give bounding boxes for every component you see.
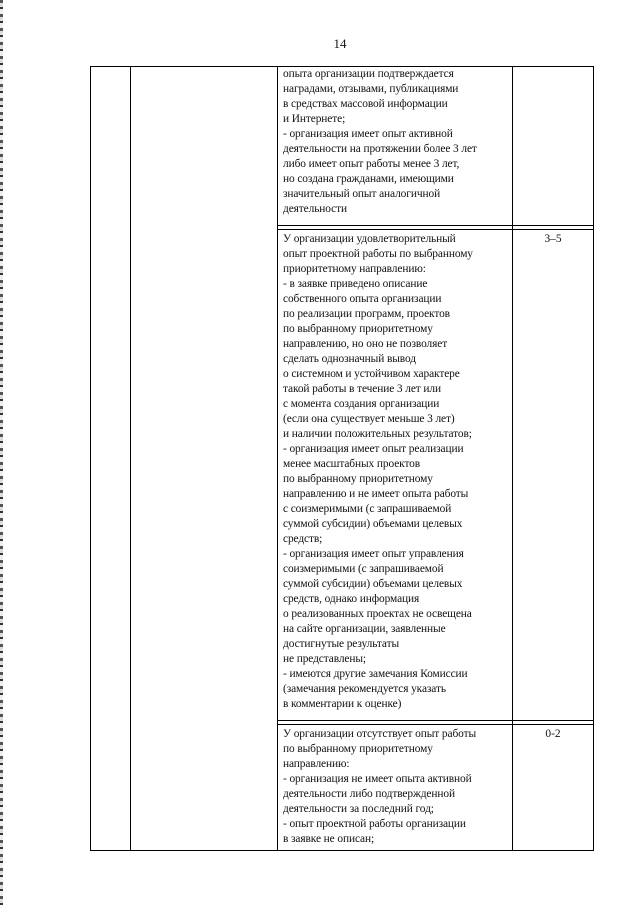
row-separator-2b — [277, 724, 594, 725]
table-divider-1 — [130, 66, 131, 851]
row-separator-1b — [277, 229, 594, 230]
table-border-right — [593, 66, 594, 851]
criterion-score-satisfactory: 3–5 — [544, 233, 562, 245]
criterion-text-continued: опыта организации подтверждается наградами, отзывами, публикациями в средствах массовой информации и Интернете; - организация имеет опыт активной деятельности на протяжении более 3 лет либо имеет опыт работы менее 3 лет, но создана гражданами, имеющими значительный опыт аналогичной деятельности — [283, 68, 477, 215]
table-border-left — [90, 66, 91, 851]
table-border-bottom — [90, 850, 594, 851]
row-separator-2a — [277, 720, 594, 721]
criterion-score-absent: 0-2 — [545, 728, 561, 740]
table-divider-2 — [277, 66, 278, 851]
criterion-text-satisfactory: У организации удовлетворительный опыт проектной работы по выбранному приоритетному направлению: - в заявке приведено описание собственного опыта организации по реализации программ, проектов по выбранному приоритетному направлению, но оно не позволяет сделать однозначный вывод о системном и устойчивом характере такой работы в течение 3 лет или с момента создания организации (если она существует меньше 3 лет) и наличии положительных результатов; - организация имеет опыт реализации менее масштабных проектов по выбранному приоритетному направлению и не имеет опыта работы с соизмеримыми (с запрашиваемой суммой субсидии) объемами целевых средств; - организация имеет опыт управления соизмеримыми (с запрашиваемой суммой субсидии) объемами целевых средств, однако информация о реализованных проектах не освещена на сайте организации, заявленные достигнутые результаты не представлены; - имеются другие замечания Комиссии (замечания рекомендуется указать в комментарии к оценке) — [283, 233, 473, 710]
criterion-text-absent: У организации отсутствует опыт работы по выбранному приоритетному направлению: - организация не имеет опыта активной деятельности либо подтвержденной деятельности за последний год; - опыт проектной работы организации в заявке не описан; — [283, 728, 477, 845]
page-number: 14 — [333, 36, 347, 51]
scan-edge-artifact — [0, 0, 3, 905]
row-separator-1a — [277, 225, 594, 226]
